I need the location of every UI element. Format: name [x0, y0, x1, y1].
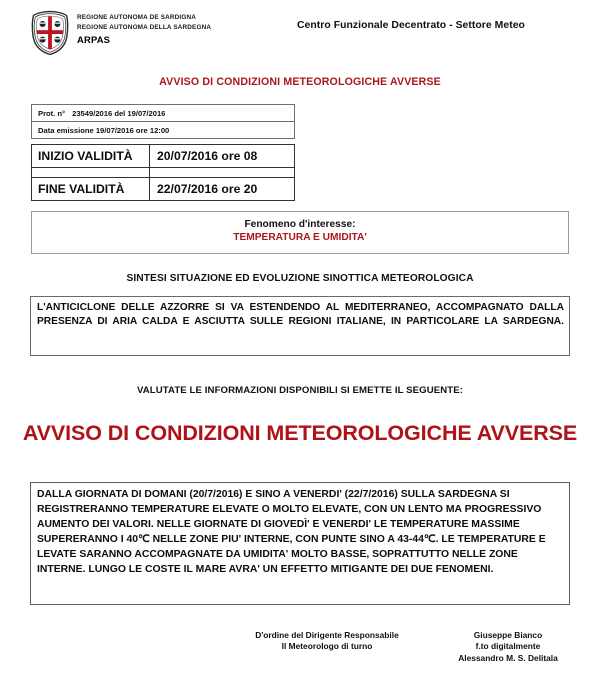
validity-end-label: FINE VALIDITÀ — [32, 178, 150, 201]
synopsis-heading: SINTESI SITUAZIONE ED EVOLUZIONE SINOTTICA METEOROLOGICA — [126, 273, 474, 284]
table-row-spacer — [32, 168, 295, 178]
signature-right — [420, 630, 596, 664]
validity-start-value: 20/07/2016 ore 08 — [150, 145, 295, 168]
region-name-italian: REGIONE AUTONOMA DELLA SARDEGNA — [77, 23, 212, 31]
protocol-number-cell — [32, 105, 295, 122]
document-title: AVVISO DI CONDIZIONI METEOROLOGICHE AVVERSE — [159, 76, 441, 88]
region-name-sardinian: REGIONE AUTONOMA DE SARDIGNA — [77, 14, 196, 21]
signature-left-line-1: D'ordine del Dirigente Responsabile — [255, 630, 399, 640]
phenomenon-label: Fenomeno d'interesse: — [244, 219, 356, 230]
warning-headline: AVVISO DI CONDIZIONI METEOROLOGICHE AVVERSE — [22, 421, 578, 445]
document-header — [0, 0, 600, 62]
forecast-body-text: DALLA GIORNATA DI DOMANI (20/7/2016) E SINO A VENERDI' (22/7/2016) SULLA SARDEGNA SI REGISTRERANNO TEMPERATURE ELEVATE O MOLTO ELEVATE, CON UN LENTO MA PROGRESSIVO AUMENTO DEI VALORI. NELLE GIORNATE DI GIOVEDÌ' E VENERDI' LE TEMPERATURE MASSIME SUPERERANNO I 40℃ NELLE ZONE PIU' INTERNE, CON PUNTE SINO A 43-44℃. LE TEMPERATURE E LEVATE SARANNO ACCOMPAGNATE DA UMIDITA' MOLTO BASSE, SOPRATTUTTO NELLE ZONE INTERNE. LUNGO LE COSTE IL MARE AVRA' UN EFFETTO MITIGANTE DEI DUE FENOMENI. — [37, 489, 546, 576]
agency-acronym: ARPAS — [77, 34, 111, 45]
sardinia-four-moors-crest-icon — [30, 10, 70, 56]
synopsis-text: L'ANTICICLONE DELLE AZZORRE SI VA ESTENDENDO AL MEDITERRANEO, ACCOMPAGNATO DALLA PRESENZA DI ARIA CALDA E ASCIUTTA SULLE REGIONI ITALIANE, IN PARTICOLARE LA SARDEGNA. — [37, 302, 564, 328]
synopsis-box — [30, 296, 570, 356]
table-row — [32, 145, 295, 168]
validity-start-label: INIZIO VALIDITÀ — [32, 145, 150, 168]
statement-intro: VALUTATE LE INFORMAZIONI DISPONIBILI SI EMETTE IL SEGUENTE: — [136, 385, 464, 396]
protocol-number: 23549/2016 del 19/07/2016 — [72, 108, 166, 118]
signature-left-line-2: Il Meteorologo di turno — [281, 641, 373, 652]
agency-name-lines — [77, 10, 211, 46]
table-row — [32, 178, 295, 201]
validity-end-value: 22/07/2016 ore 20 — [150, 178, 295, 201]
spacer-cell-left — [32, 168, 150, 178]
office-title: Centro Funzionale Decentrato - Settore Meteo — [297, 20, 525, 31]
table-row — [32, 105, 295, 122]
protocol-label: Prot. n° — [38, 108, 66, 118]
signature-right-name: Giuseppe Bianco — [473, 630, 543, 640]
phenomenon-value: TEMPERATURA E UMIDITA' — [233, 232, 367, 243]
validity-table — [31, 144, 295, 201]
signature-right-signer: Alessandro M. S. Delitala — [458, 652, 558, 663]
forecast-body-box — [30, 482, 570, 605]
spacer-cell-right — [150, 168, 295, 178]
signature-right-digital: f.to digitalmente — [475, 641, 541, 652]
phenomenon-box — [31, 211, 569, 254]
signature-left — [232, 630, 422, 653]
table-row — [32, 122, 295, 139]
protocol-table — [31, 104, 295, 139]
agency-logo-block — [30, 10, 211, 56]
emission-date-cell: Data emissione 19/07/2016 ore 12:00 — [32, 122, 295, 139]
